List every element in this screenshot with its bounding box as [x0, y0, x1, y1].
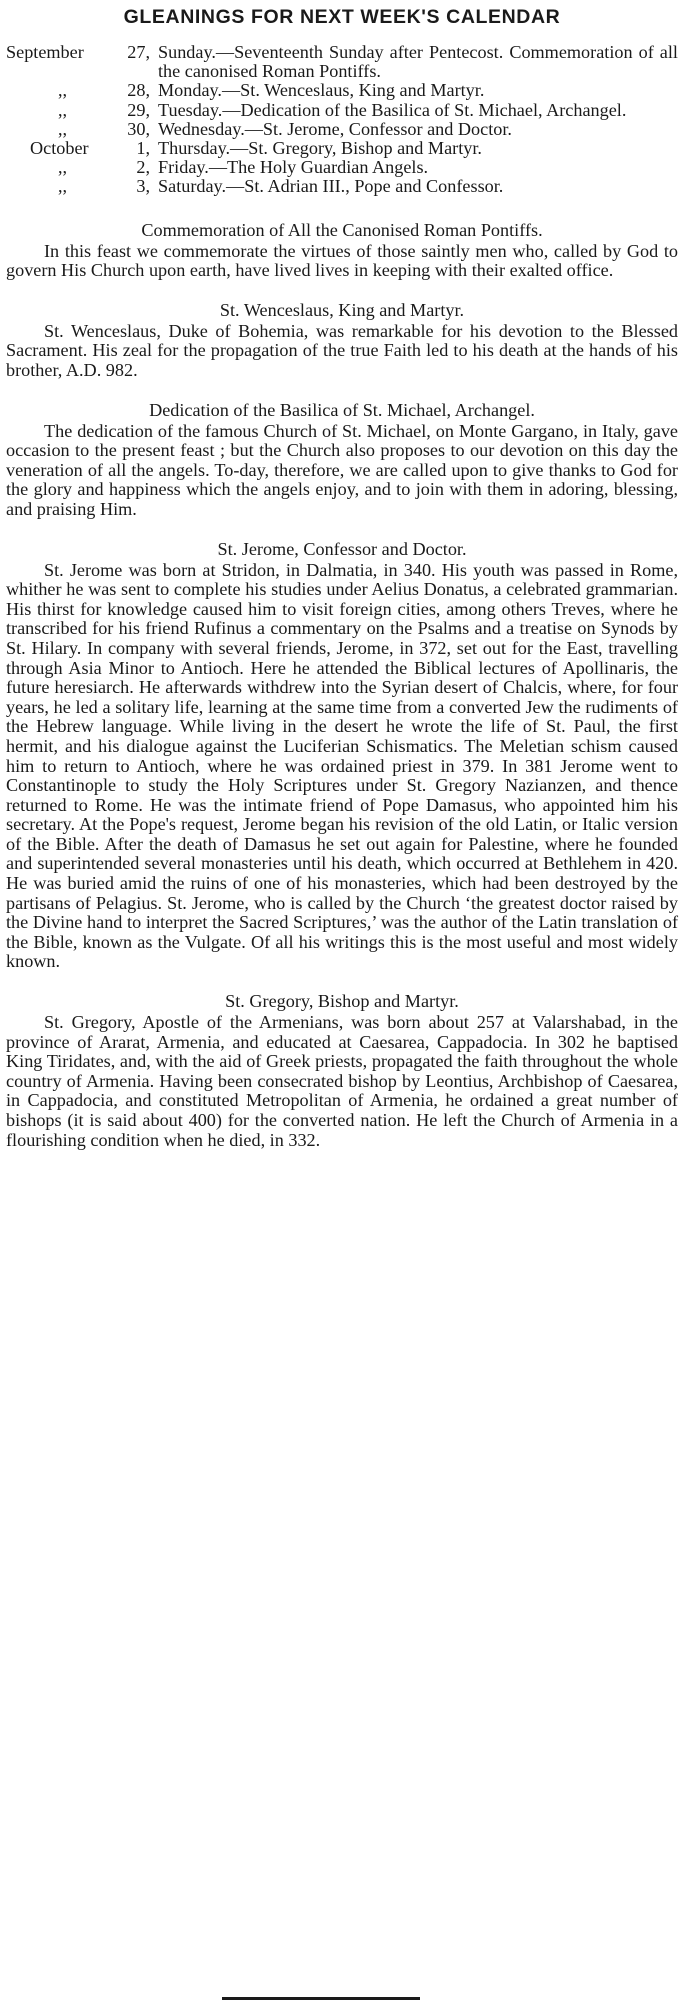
calendar-entry — [6, 81, 678, 100]
calendar-day: 3, — [136, 176, 150, 197]
section-heading: Commemoration of All the Canonised Roman Pontiffs. — [141, 219, 543, 240]
calendar-text: Monday.—St. Wenceslaus, King and Martyr. — [158, 80, 485, 101]
calendar-month: ,, — [58, 176, 68, 197]
calendar-day: 2, — [136, 157, 150, 178]
calendar-month: ,, — [58, 118, 68, 139]
calendar-month: ,, — [58, 99, 68, 120]
closing-rule — [222, 1997, 420, 2000]
calendar-list — [6, 43, 678, 197]
calendar-month: ,, — [58, 80, 68, 101]
calendar-text: Tuesday.—Dedication of the Basilica of St. Michael, Archangel. — [158, 99, 627, 120]
section-body: St. Gregory, Apostle of the Armenians, was born about 257 at Valarshabad, in the province of Ararat, Armenia, and educated at Caesarea, Cappadocia. In 302 he baptised King Tiridates, and, with the aid of Greek priests, propagated the faith throughout the whole country of Armenia. Having been consecrated bishop by Leontius, Archbishop of Caesarea, in Cappadocia, and constituted Metropolitan of Armenia, he ordained a great number of bishops (it is said about 400) for the converted nation. He left the Church of Armenia in a flourishing condition when he died, in 332. — [6, 1012, 678, 1150]
section-heading: St. Jerome, Confessor and Doctor. — [217, 538, 467, 559]
calendar-text: Thursday.—St. Gregory, Bishop and Martyr. — [158, 138, 482, 159]
calendar-text: Saturday.—St. Adrian III., Pope and Confessor. — [158, 176, 504, 197]
section-heading: St. Gregory, Bishop and Martyr. — [225, 991, 459, 1012]
calendar-entry — [6, 43, 678, 81]
calendar-month: ,, — [58, 157, 68, 178]
section-heading: St. Wenceslaus, King and Martyr. — [219, 299, 465, 320]
calendar-entry — [6, 101, 678, 120]
calendar-entry — [6, 177, 678, 196]
calendar-month: October — [30, 138, 89, 159]
section-body: St. Jerome was born at Stridon, in Dalmatia, in 340. His youth was passed in Rome, whither he was sent to complete his studies under Aelius Donatus, a celebrated grammarian. His thirst for knowledge caused him to visit foreign cities, among others Treves, where he transcribed for his friend Rufinus a commentary on the Psalms and a treatise on Synods by St. Hilary. In company with several friends, Jerome, in 372, set out for the East, travelling through Asia Minor to Antioch. Here he attended the Biblical lectures of Apollinaris, the future heresiarch. He afterwards withdrew into the Syrian desert of Chalcis, where, for four years, he led a solitary life, learning at the same time from a converted Jew the rudiments of the Hebrew language. While living in the desert he wrote the life of St. Paul, the first hermit, and his dialogue against the Luciferian Schismatics. The Meletian schism caused him to return to Antioch, where he was ordained priest in 379. In 381 Jerome went to Constantinople to study the Holy Scriptures under St. Gregory Nazianzen, and thence returned to Rome. He was the intimate friend of Pope Damasus, who appointed him his secretary. At the Pope's request, Jerome began his revision of the old Latin, or Italic version of the Bible. After the death of Damasus he set out again for Palestine, where he founded and superintended several monasteries until his death, which occurred at Bethlehem in 420. He was buried amid the ruins of one of his monasteries, which had been destroyed by the partisans of Pelagius. St. Jerome, who is called by the Church ‘the greatest doctor raised by the Divine hand to interpret the Sacred Scriptures,’ was the author of the Latin translation of the Bible, known as the Vulgate. Of all his writings this is the most useful and most widely known. — [6, 559, 678, 972]
calendar-day: 1, — [136, 138, 150, 159]
calendar-entry — [6, 139, 678, 158]
section-heading: Dedication of the Basilica of St. Michael, Archangel. — [149, 399, 535, 420]
calendar-month: September — [6, 42, 84, 62]
calendar-day: 28, — [127, 80, 150, 101]
calendar-entry — [6, 120, 678, 139]
calendar-text: Wednesday.—St. Jerome, Confessor and Doctor. — [158, 118, 512, 139]
section-body: St. Wenceslaus, Duke of Bohemia, was remarkable for his devotion to the Blessed Sacrament. His zeal for the propagation of the true Faith led to his death at the hands of his brother, A.D. 982. — [6, 320, 678, 380]
calendar-day: 29, — [127, 99, 150, 120]
page-title: GLEANINGS FOR NEXT WEEK'S CALENDAR — [123, 6, 561, 28]
section-body: In this feast we commemorate the virtues of those saintly men who, called by God to govern His Church upon earth, have lived lives in keeping with their exalted office. — [6, 240, 678, 281]
calendar-text: Friday.—The Holy Guardian Angels. — [158, 157, 429, 178]
calendar-day: 30, — [127, 118, 150, 139]
calendar-day: 27, — [127, 42, 150, 62]
calendar-entry — [6, 158, 678, 177]
calendar-text: Sunday.—Seventeenth Sunday after Pentecost. Commemoration of all the canonised Roman Pontiffs. — [158, 42, 678, 82]
section-body: The dedication of the famous Church of St. Michael, on Monte Gargano, in Italy, gave occasion to the present feast ; but the Church also proposes to our devotion on this day the veneration of all the angels. To-day, therefore, we are called upon to give thanks to God for the glory and happiness which the angels enjoy, and to join with them in adoring, blessing, and praising Him. — [6, 420, 678, 519]
